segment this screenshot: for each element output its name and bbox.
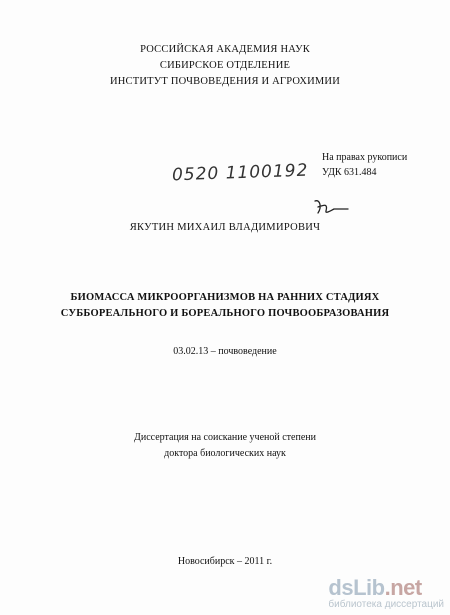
- city-year: Новосибирск – 2011 г.: [177, 556, 273, 567]
- degree-line-2: доктора биологических наук: [164, 448, 286, 459]
- institute-name: ИНСТИТУТ ПОЧВОВЕДЕНИЯ И АГРОХИМИИ: [109, 76, 340, 87]
- signature-mark: [312, 197, 352, 219]
- branch-name: СИБИРСКОЕ ОТДЕЛЕНИЕ: [159, 60, 291, 71]
- title-line-1: БИОМАССА МИКРООРГАНИЗМОВ НА РАННИХ СТАДИЯХ: [70, 292, 380, 303]
- specialty-code: 03.02.13 – почвоведение: [173, 346, 277, 357]
- title-line-2: СУББОРЕАЛЬНОГО И БОРЕАЛЬНОГО ПОЧВООБРАЗОВАНИЯ: [60, 308, 390, 319]
- manuscript-rights: На правах рукописи: [322, 152, 408, 163]
- academy-name: РОССИЙСКАЯ АКАДЕМИЯ НАУК: [140, 44, 310, 55]
- dslib-watermark: [328, 577, 444, 611]
- author-name: ЯКУТИН МИХАИЛ ВЛАДИМИРОВИЧ: [129, 222, 321, 233]
- watermark-brand: dsLib: [328, 575, 385, 600]
- degree-line-1: Диссертация на соискание ученой степени: [134, 432, 316, 443]
- watermark-logo: [328, 577, 444, 599]
- watermark-tagline: библиотека диссертаций: [328, 599, 444, 610]
- udc-code: УДК 631.484: [322, 167, 377, 178]
- watermark-tld: .net: [384, 575, 422, 600]
- handwritten-registration-number: 0520 1100192: [171, 160, 309, 186]
